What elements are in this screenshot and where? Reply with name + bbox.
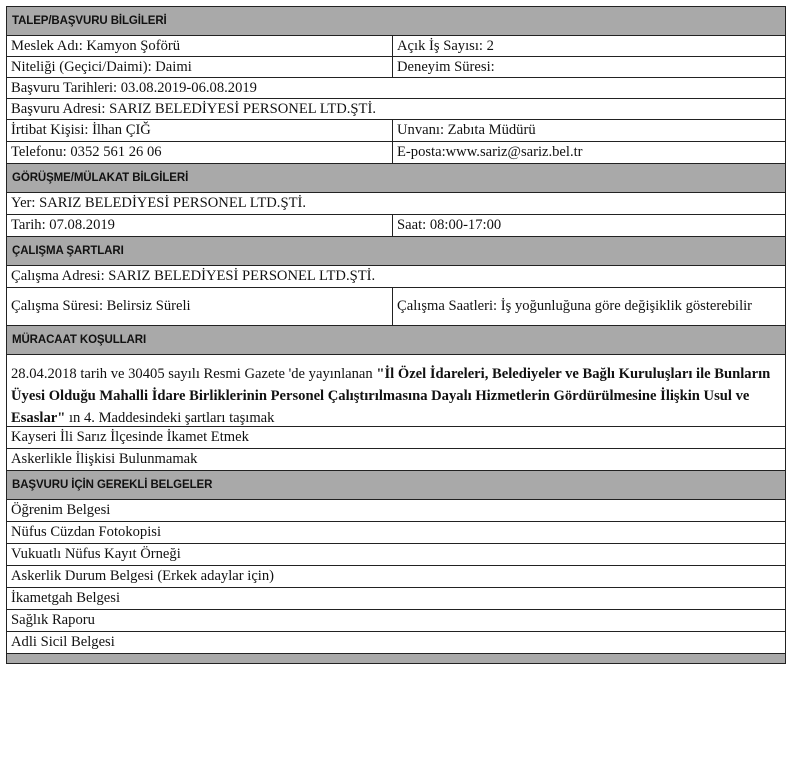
calisma-saatleri-cell: Çalışma Saatleri: İş yoğunluğuna göre değişiklik gösterebilir	[392, 288, 785, 325]
section-header-belgeler	[7, 471, 785, 500]
section-header-muracaat	[7, 326, 785, 355]
belge-item: Nüfus Cüzdan Fotokopisi	[11, 524, 161, 540]
yer-cell: Yer: SARIZ BELEDİYESİ PERSONEL LTD.ŞTİ.	[11, 195, 306, 211]
section-header-talep	[7, 7, 785, 36]
paragraph-regulation-title: "İl Özel İdareleri, Belediyeler ve Bağlı Kuruluşları ile Bunların Üyesi Olduğu Mahalli İdare Birliklerinin Personel Çalıştırılmasına Dayalı Hizmetlerin Gördürülmesine İlişkin Usul ve Esaslar"	[11, 366, 771, 426]
belge-row	[7, 544, 785, 566]
belge-row	[7, 588, 785, 610]
row-kosul-2	[7, 449, 785, 471]
belge-row	[7, 610, 785, 632]
job-posting-form	[6, 6, 786, 664]
section-title: MÜRACAAT KOŞULLARI	[12, 334, 147, 346]
section-header-calisma	[7, 237, 785, 266]
row-basvuru-adres	[7, 99, 785, 120]
section-title: BAŞVURU İÇİN GEREKLİ BELGELER	[12, 479, 213, 491]
belge-row	[7, 500, 785, 522]
row-niteligi	[7, 57, 785, 78]
row-yer	[7, 193, 785, 215]
belge-item: Adli Sicil Belgesi	[11, 634, 115, 650]
kosul-item: Kayseri İli Sarız İlçesinde İkamet Etmek	[11, 429, 249, 445]
basvuru-adres-cell: Başvuru Adresi: SARIZ BELEDİYESİ PERSONEL LTD.ŞTİ.	[11, 100, 376, 117]
belge-row	[7, 566, 785, 588]
section-title: GÖRÜŞME/MÜLAKAT BİLGİLERİ	[12, 172, 189, 184]
kosul-item: Askerlikle İlişkisi Bulunmamak	[11, 451, 198, 467]
meslek-cell: Meslek Adı: Kamyon Şoförü	[11, 37, 181, 54]
irtibat-cell: İrtibat Kişisi: İlhan ÇIĞ	[11, 122, 151, 138]
row-irtibat	[7, 120, 785, 142]
unvan-cell: Unvanı: Zabıta Müdürü	[392, 120, 785, 141]
calisma-sure-cell: Çalışma Süresi: Belirsiz Süreli	[11, 298, 191, 314]
acik-is-cell: Açık İş Sayısı: 2	[392, 36, 785, 56]
telefon-cell: Telefonu: 0352 561 26 06	[11, 144, 162, 160]
row-telefon	[7, 142, 785, 164]
saat-cell: Saat: 08:00-17:00	[392, 215, 785, 236]
row-calisma-sure	[7, 288, 785, 326]
belge-item: Öğrenim Belgesi	[11, 502, 111, 518]
belge-item: Sağlık Raporu	[11, 612, 95, 628]
calisma-adres-cell: Çalışma Adresi: SARIZ BELEDİYESİ PERSONEL LTD.ŞTİ.	[11, 268, 376, 284]
footer-band	[7, 654, 785, 663]
muracaat-paragraph	[7, 355, 785, 427]
paragraph-outro: ın 4. Maddesindeki şartları taşımak	[65, 410, 275, 426]
belge-item: Askerlik Durum Belgesi (Erkek adaylar için)	[11, 568, 275, 584]
niteligi-cell: Niteliği (Geçici/Daimi): Daimi	[11, 58, 192, 75]
basvuru-tarih-cell: Başvuru Tarihleri: 03.08.2019-06.08.2019	[11, 79, 257, 96]
belge-item: Vukuatlı Nüfus Kayıt Örneği	[11, 546, 181, 562]
section-title: TALEP/BAŞVURU BİLGİLERİ	[12, 15, 167, 27]
row-basvuru-tarih	[7, 78, 785, 99]
eposta-cell: E-posta:www.sariz@sariz.bel.tr	[392, 142, 785, 163]
deneyim-cell: Deneyim Süresi:	[392, 57, 785, 77]
belge-row	[7, 632, 785, 654]
row-calisma-adres	[7, 266, 785, 288]
row-meslek	[7, 36, 785, 57]
tarih-cell: Tarih: 07.08.2019	[11, 217, 115, 233]
section-title: ÇALIŞMA ŞARTLARI	[12, 245, 124, 257]
row-tarih	[7, 215, 785, 237]
belge-row	[7, 522, 785, 544]
row-kosul-1	[7, 427, 785, 449]
paragraph-intro: 28.04.2018 tarih ve 30405 sayılı Resmi Gazete 'de yayınlanan	[11, 366, 377, 382]
section-header-gorusme	[7, 164, 785, 193]
belge-item: İkametgah Belgesi	[11, 590, 121, 606]
